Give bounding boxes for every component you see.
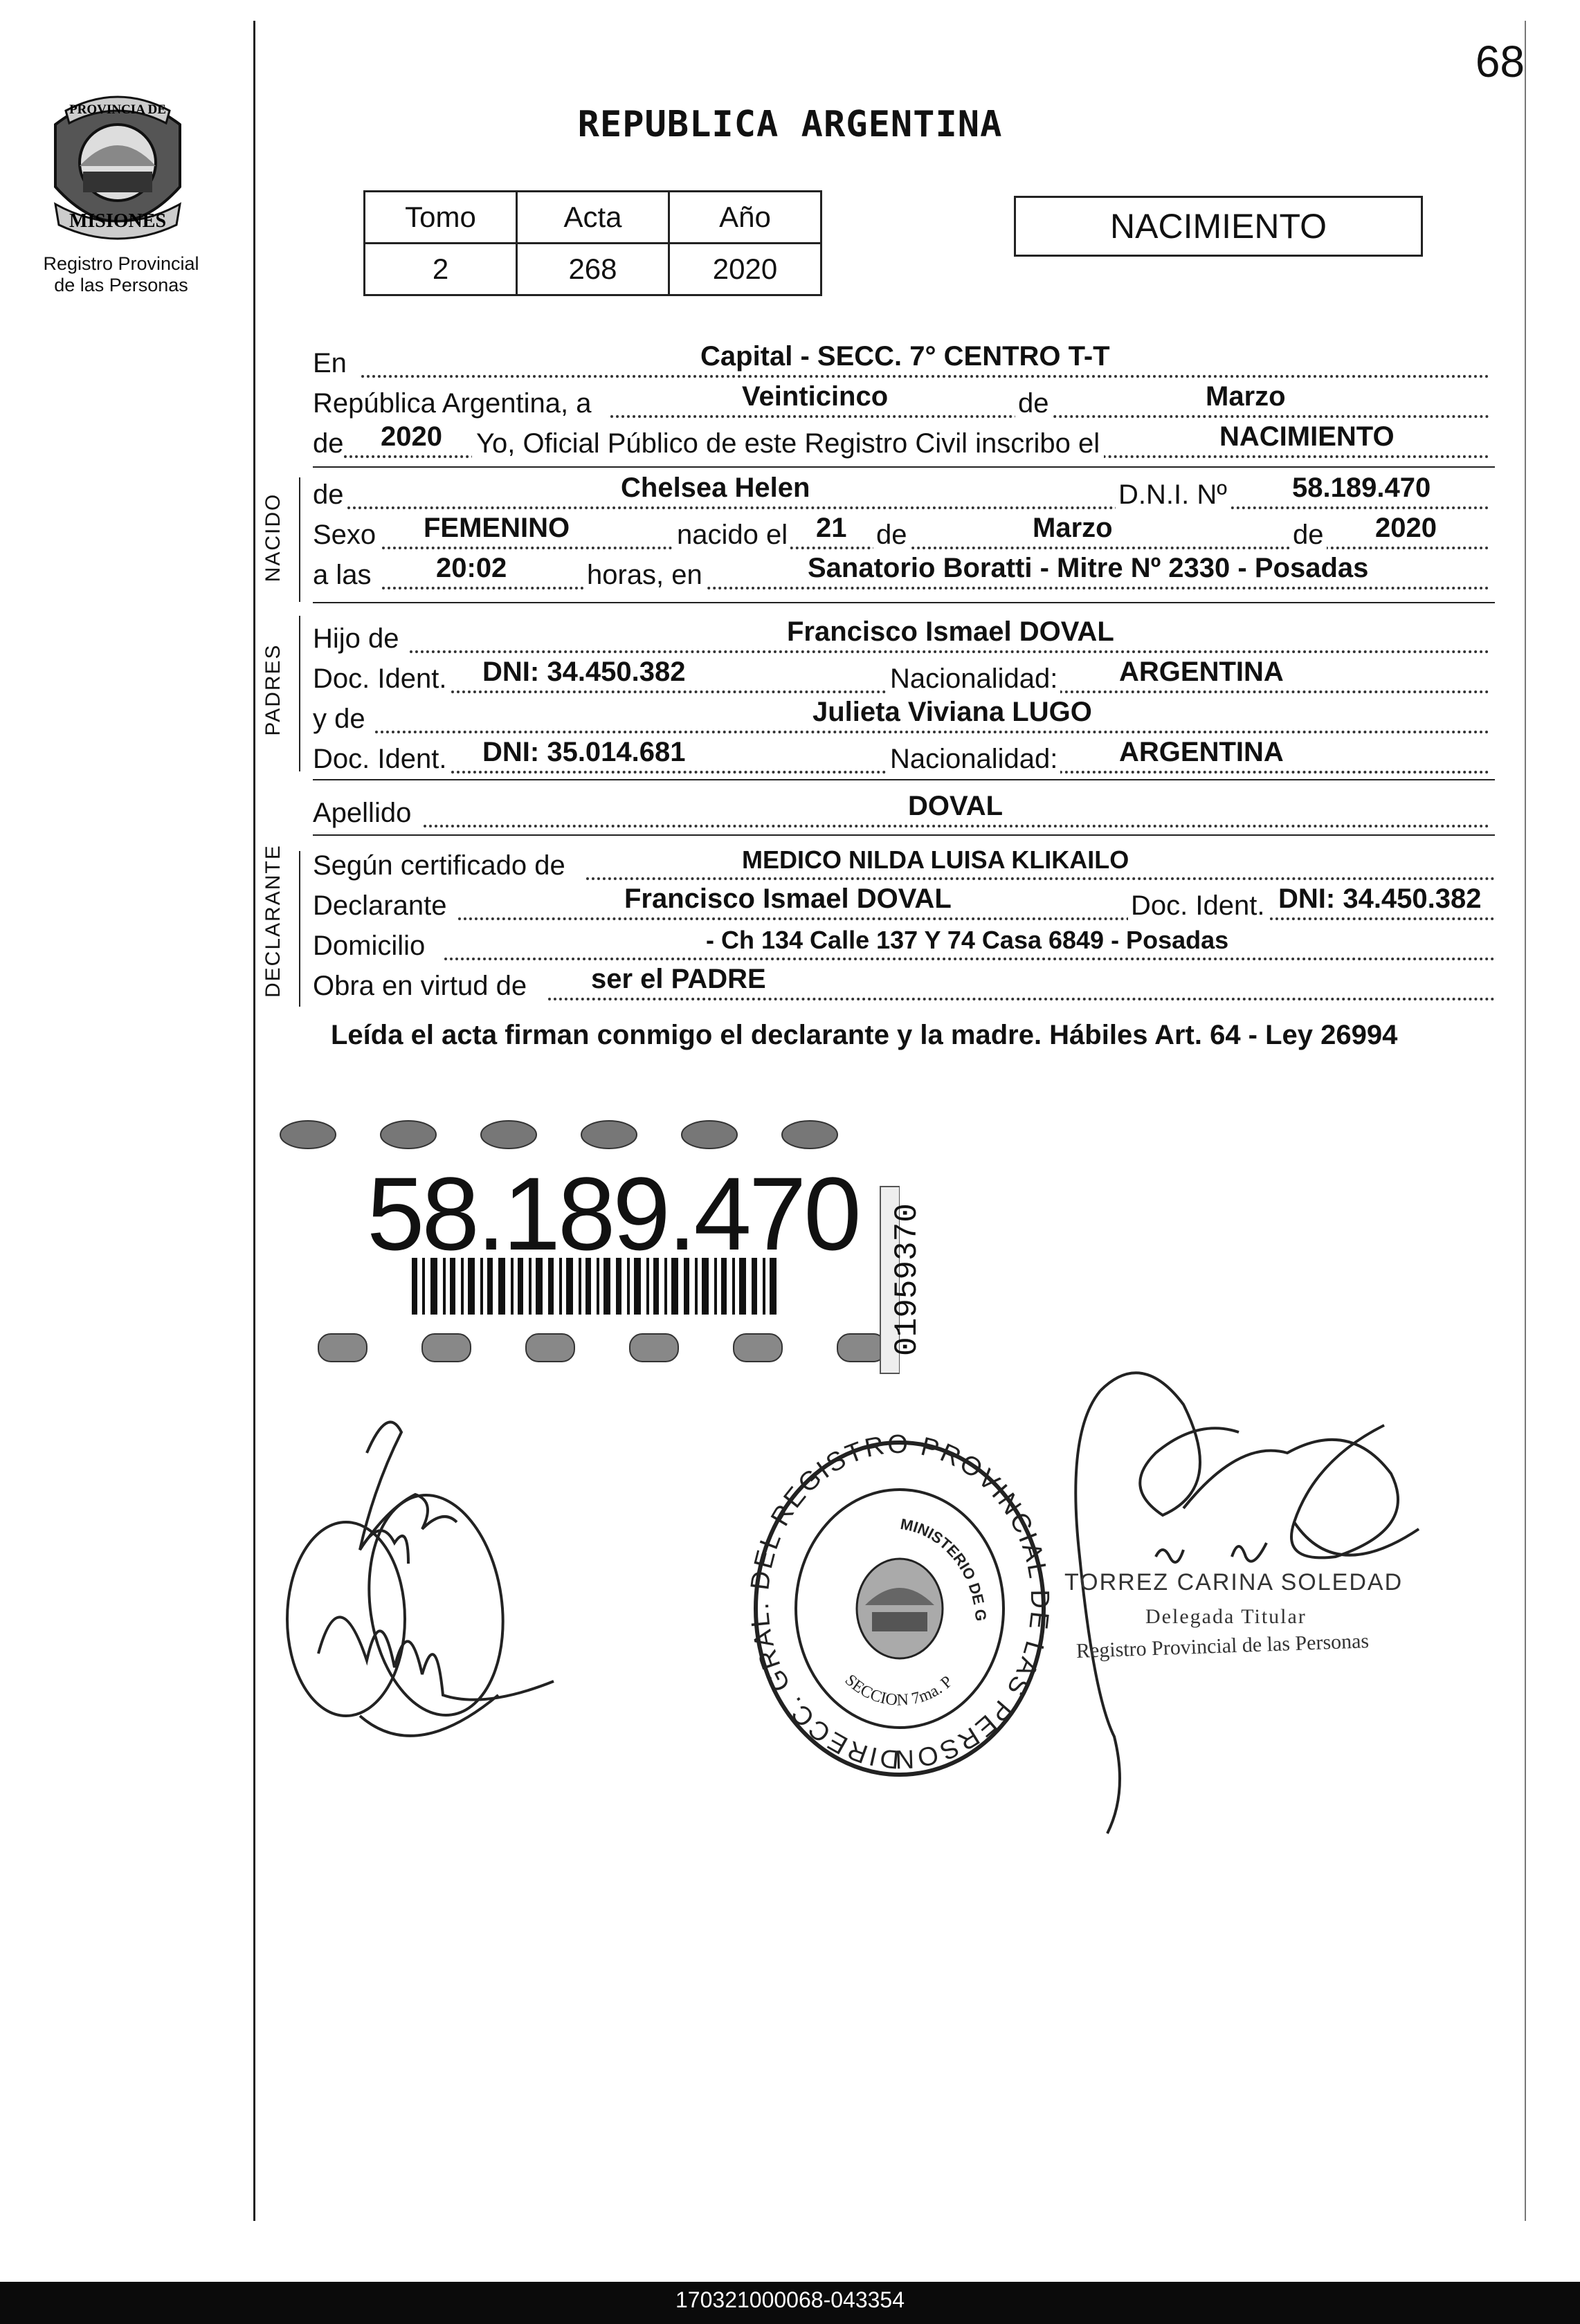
domicilio-label: Domicilio — [313, 931, 426, 961]
nacionalidad-label: Nacionalidad: — [887, 744, 1060, 775]
row-apellido — [313, 791, 1489, 832]
dotted-line — [375, 731, 1489, 733]
inscribo-text: Yo, Oficial Público de este Registro Civil inscribo el — [472, 428, 1104, 459]
registry-value-ano: 2020 — [669, 244, 821, 295]
certificado-value: MEDICO NILDA LUISA KLIKAILO — [742, 845, 1129, 874]
republica-label: República Argentina, a — [313, 388, 592, 419]
sticker-dni-number: 58.189.470 — [367, 1155, 859, 1272]
section-divider — [313, 602, 1495, 603]
declarante-label: Declarante — [313, 890, 447, 921]
child-name-value: Chelsea Helen — [621, 473, 810, 503]
section-label-declarante: DECLARANTE — [262, 844, 284, 998]
obra-value: ser el PADRE — [591, 964, 766, 994]
doc-ident-label: Doc. Ident. — [1128, 890, 1267, 922]
svg-text:PROVINCIA DE: PROVINCIA DE — [69, 102, 166, 117]
registry-table — [363, 190, 822, 296]
year-prefix-label: de — [313, 428, 344, 459]
registry-value-tomo: 2 — [365, 244, 517, 295]
registry-header-acta: Acta — [517, 192, 669, 244]
month-value: Marzo — [1206, 381, 1286, 412]
seal-inner-text: MINISTERIO DE G — [899, 1515, 990, 1622]
de-label: de — [873, 520, 910, 551]
de-label: de — [1290, 520, 1327, 551]
row-republica — [313, 381, 1489, 422]
row-en — [313, 341, 1489, 382]
declarant-signature — [277, 1405, 581, 1813]
logo-caption-line2: de las Personas — [54, 275, 188, 295]
seal-outer-text: DIRECC. GRAL. DEL REGISTRO PROVINCIAL DE LAS PERSON — [747, 1429, 1052, 1774]
right-margin-line — [1525, 21, 1526, 2221]
row-nacido-name — [313, 473, 1489, 513]
domicilio-value: - Ch 134 Calle 137 Y 74 Casa 6849 - Posadas — [706, 926, 1229, 954]
birth-place-value: Sanatorio Boratti - Mitre Nº 2330 - Posadas — [808, 553, 1369, 583]
row-certificado — [313, 845, 1495, 884]
apellido-label: Apellido — [313, 798, 412, 828]
page-title: REPUBLICA ARGENTINA — [577, 104, 1003, 145]
de-label: de — [1015, 388, 1052, 419]
en-label: En — [313, 348, 347, 378]
registry-header-tomo: Tomo — [365, 192, 517, 244]
day-written-value: Veinticinco — [742, 381, 889, 412]
horas-label: horas, en — [584, 560, 705, 591]
nacionalidad-label: Nacionalidad: — [887, 664, 1060, 695]
declarante-value: Francisco Ismael DOVAL — [624, 884, 952, 914]
row-obra — [313, 964, 1495, 1005]
child-dni-value: 58.189.470 — [1292, 473, 1431, 503]
closing-statement: Leída el acta firman conmigo el declarante y la madre. Hábiles Art. 64 - Ley 26994 — [331, 1020, 1398, 1050]
dni-label: D.N.I. Nº — [1116, 479, 1230, 511]
nacido-bracket — [299, 477, 300, 602]
nacido-el-label: nacido el — [674, 520, 790, 551]
sticker-serial: 01959370 — [889, 1203, 925, 1356]
section-label-padres: PADRES — [262, 643, 284, 736]
father-name-value: Francisco Ismael DOVAL — [787, 616, 1114, 647]
section-divider — [313, 466, 1495, 468]
svg-text:MISIONES: MISIONES — [69, 210, 167, 232]
dotted-line — [424, 825, 1489, 827]
certificado-label: Según certificado de — [313, 850, 565, 881]
dotted-line — [361, 375, 1489, 378]
signatory-office: Registro Provincial de las Personas — [1075, 1629, 1370, 1663]
dotted-line — [410, 650, 1489, 653]
dotted-line — [382, 587, 1489, 589]
registry-value-acta: 268 — [517, 244, 669, 295]
row-domicilio — [313, 928, 1495, 964]
de-label: de — [313, 479, 344, 510]
registry-header-ano: Año — [669, 192, 821, 244]
row-nacido-hora — [313, 553, 1489, 594]
place-value: Capital - SECC. 7° CENTRO T-T — [700, 341, 1110, 372]
row-mother-doc — [313, 737, 1489, 778]
doc-ident-label: Doc. Ident. — [313, 744, 447, 774]
mother-name-value: Julieta Viviana LUGO — [812, 697, 1092, 727]
row-father-doc — [313, 657, 1489, 697]
declarante-bracket — [299, 851, 300, 1007]
seal-section-text: SECCION 7ma. P — [841, 1671, 956, 1710]
father-nationality-value: ARGENTINA — [1119, 657, 1284, 687]
obra-label: Obra en virtud de — [313, 971, 527, 1001]
father-doc-value: DNI: 34.450.382 — [482, 657, 686, 687]
dotted-line — [458, 917, 1495, 920]
signatory-role: Delegada Titular — [1145, 1605, 1307, 1628]
year-value: 2020 — [381, 421, 442, 452]
row-mother — [313, 697, 1489, 738]
mother-doc-value: DNI: 35.014.681 — [482, 737, 686, 767]
birth-year-value: 2020 — [1375, 513, 1437, 543]
left-margin-line — [253, 21, 255, 2221]
logo-caption — [21, 253, 221, 296]
birth-month-value: Marzo — [1033, 513, 1113, 543]
row-declarante — [313, 884, 1495, 924]
section-label-nacido: NACIDO — [262, 493, 284, 583]
row-nacido-sexo — [313, 513, 1489, 553]
a-las-label: a las — [313, 560, 372, 590]
registrar-signature — [1059, 1349, 1474, 1847]
doc-ident-label: Doc. Ident. — [313, 664, 447, 694]
hijo-de-label: Hijo de — [313, 623, 399, 654]
dotted-line — [548, 998, 1495, 1000]
row-father — [313, 616, 1489, 657]
inscribo-value: NACIMIENTO — [1219, 421, 1395, 452]
row-inscribo — [313, 421, 1489, 462]
dotted-line — [586, 877, 1495, 880]
mother-nationality-value: ARGENTINA — [1119, 737, 1284, 767]
official-seal-stamp — [747, 1425, 1052, 1792]
padres-bracket — [299, 616, 300, 771]
record-type-box: NACIMIENTO — [1014, 196, 1423, 257]
signatory-name: TORREZ CARINA SOLEDAD — [1064, 1569, 1404, 1595]
declarante-doc-value: DNI: 34.450.382 — [1278, 884, 1482, 914]
birth-time-value: 20:02 — [436, 553, 507, 583]
page-number: 68 — [1475, 37, 1525, 86]
apellido-value: DOVAL — [908, 791, 1004, 821]
sexo-label: Sexo — [313, 520, 376, 550]
y-de-label: y de — [313, 704, 365, 734]
birth-day-value: 21 — [816, 513, 847, 543]
section-divider — [313, 779, 1495, 780]
dotted-line — [444, 958, 1495, 960]
dotted-line — [347, 506, 1489, 509]
logo-caption-line1: Registro Provincial — [43, 253, 199, 274]
footer-document-code: 170321000068-043354 — [675, 2287, 905, 2312]
sexo-value: FEMENINO — [424, 513, 570, 543]
section-divider — [313, 834, 1495, 836]
